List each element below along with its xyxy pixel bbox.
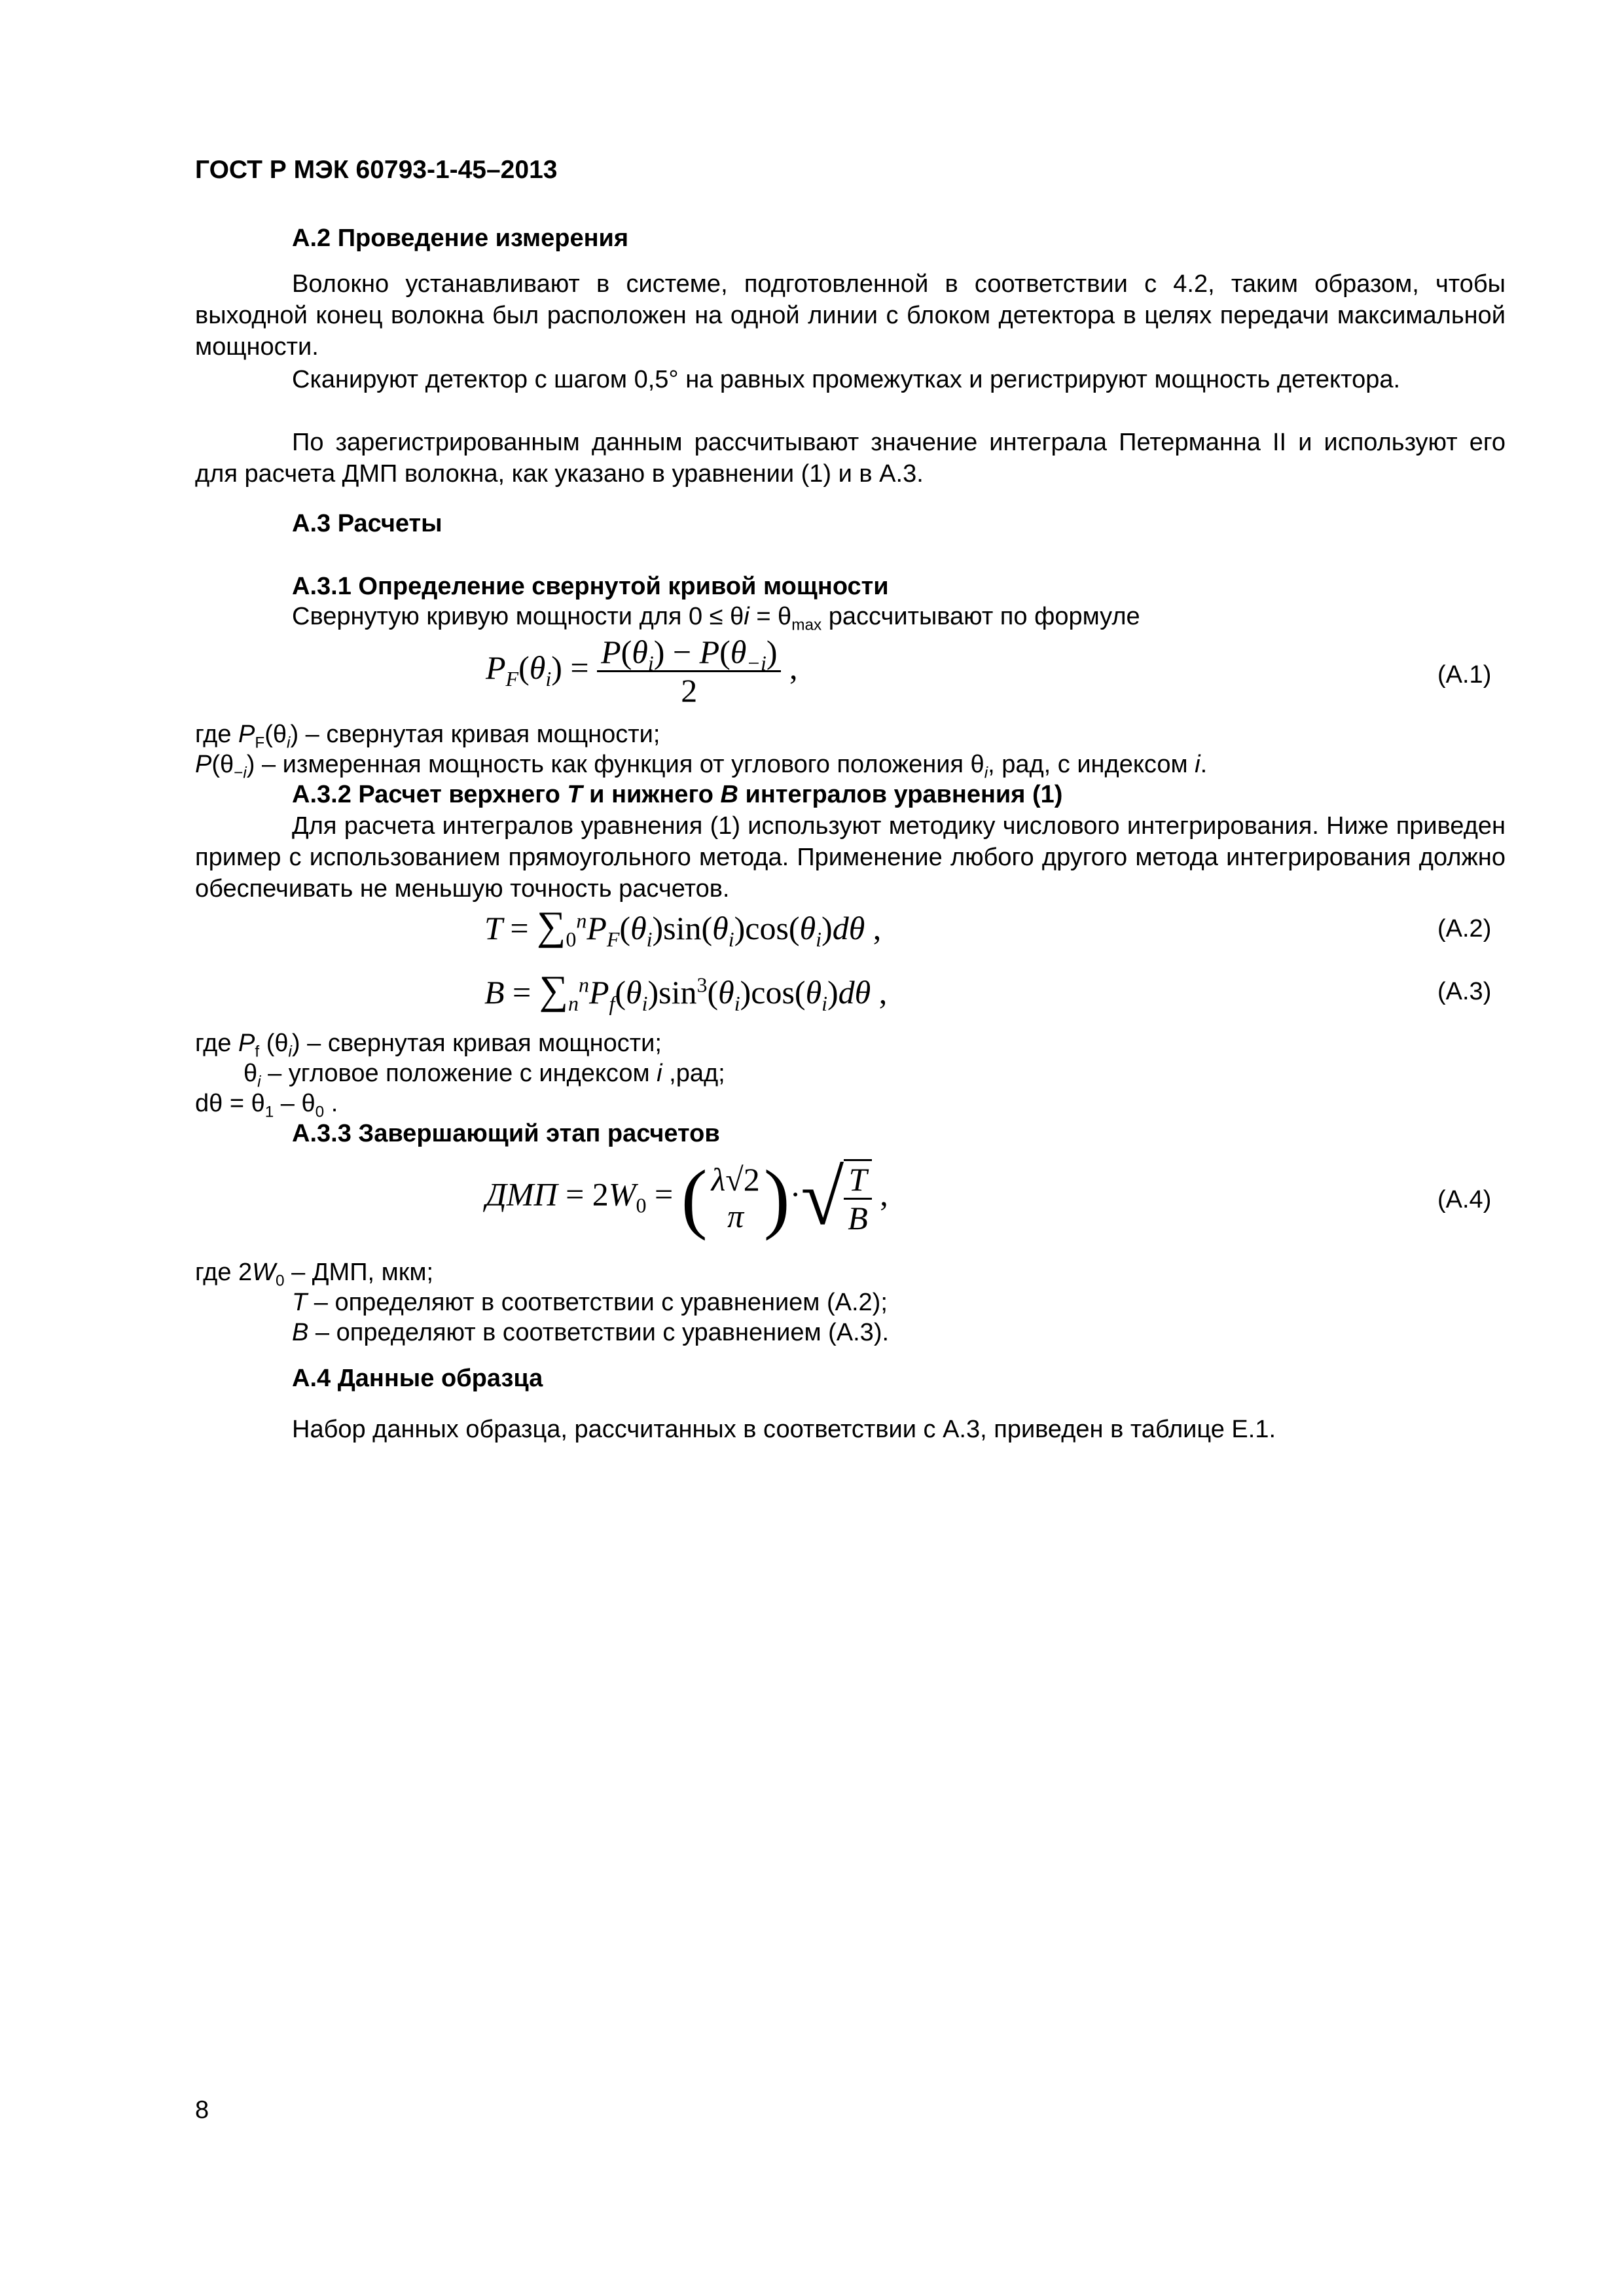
section-a4-paragraph: Набор данных образца, рассчитанных в соответствии с А.3, приведен в таблице Е.1.	[292, 1416, 1276, 1443]
where-pf-lower-definition: где $P_f$ $(\theta_i)$ – свернутая кривая мощности;	[195, 1030, 662, 1061]
section-a2-title: А.2 Проведение измерения	[292, 224, 629, 252]
equation-a3: $B = \sum_n^nP_f(\theta_i)\sin^3(\theta_i)\cos(\theta_i)d\theta$ ,	[484, 968, 888, 1015]
equation-a1-number: (А.1)	[1437, 661, 1492, 689]
section-a4-title: А.4 Данные образца	[292, 1365, 543, 1392]
section-a32-title: А.3.2 Расчет верхнего T и нижнего B интегралов уравнения (1)	[292, 781, 1063, 808]
page-number: 8	[195, 2096, 209, 2124]
where-pf-definition: где $P_F(\theta_i)$ – свернутая кривая мощности;	[195, 721, 660, 752]
section-a31-intro: Свернутую кривую мощности для $0 \le \theta i = \theta_{max}$ рассчитывают по формуле	[292, 603, 1140, 634]
equation-a4: ДМП = $2W_0$ = ( λ√2 π )·√ $\frac{T}{B}$ ,	[486, 1154, 888, 1241]
equation-a4-number: (А.4)	[1437, 1186, 1492, 1213]
where-dtheta-definition: $d\theta = \theta_1 - \theta_0$ .	[195, 1090, 338, 1121]
where-t-definition: T – определяют в соответствии с уравнением (А.2);	[292, 1289, 888, 1316]
equation-a2: $T = \sum_0^nP_F(\theta_i)\sin(\theta_i)\cos(\theta_i)d\theta$ ,	[484, 904, 882, 951]
equation-a2-number: (А.2)	[1437, 915, 1492, 942]
section-a3-title: А.3 Расчеты	[292, 510, 442, 537]
equation-a1: $P_F(\theta_i)$ = $\frac{P(\theta_i) - P(\theta_{-i})}{2}$ ,	[486, 634, 798, 709]
section-a32-paragraph: Для расчета интегралов уравнения (1) используют методику числового интегрирования. Ниже приведен пример с использованием прямоугольного метода. Применение любого другого метода интегрирования должно обеспечивать не меньшую точность расчетов.	[195, 812, 1506, 903]
where-theta-definition: $\theta_i$ – угловое положение с индексом i ,рад;	[244, 1060, 725, 1091]
section-a31-title: А.3.1 Определение свернутой кривой мощности	[292, 573, 889, 600]
section-a2-paragraph-1: Волокно устанавливают в системе, подготовленной в соответствии с 4.2, таким образом, чтобы выходной конец волокна был расположен на одной линии с блоком детектора в целях передачи максимальной мощности.	[195, 270, 1506, 361]
document-header: ГОСТ Р МЭК 60793-1-45–2013	[195, 156, 558, 184]
where-p-definition: $P(\theta_{-i})$ – измеренная мощность как функция от углового положения $\theta_i$, рад, с индексом i.	[195, 751, 1208, 782]
section-a33-title: А.3.3 Завершающий этап расчетов	[292, 1120, 720, 1147]
where-b-definition: B – определяют в соответствии с уравнением (А.3).	[292, 1319, 890, 1346]
section-a2-paragraph-2: Сканируют детектор с шагом 0,5° на равных промежутках и регистрируют мощность детектора.	[292, 366, 1401, 393]
equation-a3-number: (А.3)	[1437, 978, 1492, 1005]
section-a2-paragraph-3: По зарегистрированным данным рассчитывают значение интеграла Петерманна II и используют его для расчета ДМП волокна, как указано в уравнении (1) и в А.3.	[195, 429, 1506, 488]
where-dmp-definition: где $2W_0$ – ДМП, мкм;	[195, 1259, 434, 1290]
